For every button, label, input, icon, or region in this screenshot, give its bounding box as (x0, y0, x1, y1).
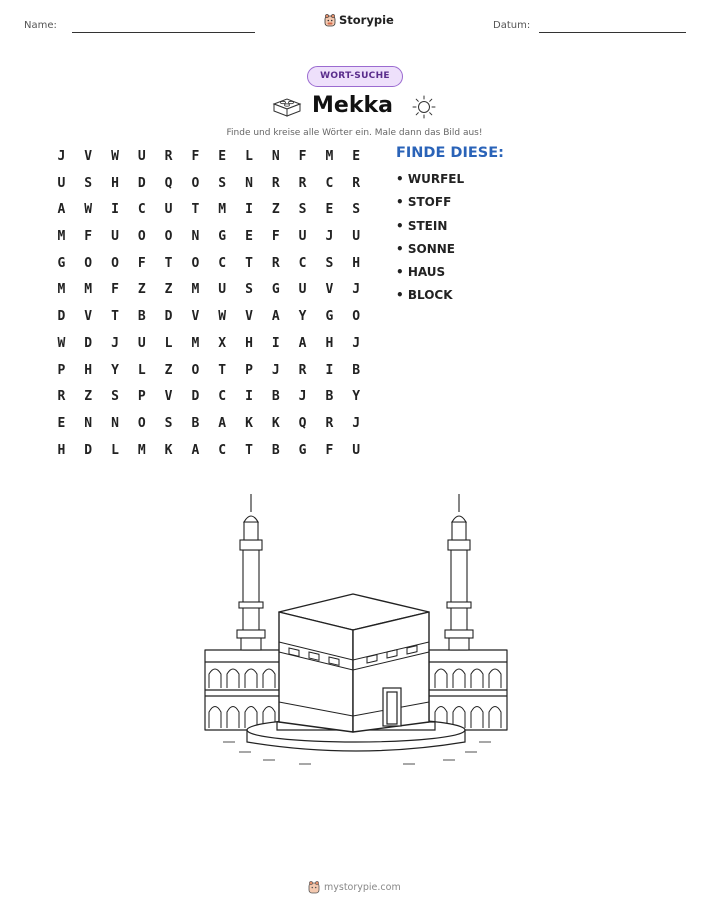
grid-letter[interactable]: Y (352, 389, 361, 405)
grid-letter[interactable]: S (245, 282, 253, 298)
grid-row (48, 177, 370, 204)
word-item: • BLOCK (396, 288, 453, 303)
grid-letter[interactable]: D (191, 389, 200, 405)
grid-letter[interactable]: U (164, 202, 173, 218)
grid-letter[interactable]: C (298, 255, 307, 271)
grid-row (48, 337, 370, 364)
grid-letter[interactable]: R (298, 362, 307, 378)
word-item: • WURFEL (396, 172, 465, 186)
grid-letter[interactable]: M (57, 229, 66, 245)
grid-letter[interactable]: D (84, 442, 93, 458)
grid-row (48, 257, 370, 284)
grid-letter[interactable]: L (111, 442, 119, 458)
grid-row (48, 417, 370, 444)
grid-letter[interactable]: H (352, 255, 361, 271)
grid-letter[interactable]: O (191, 255, 200, 271)
grid-row (48, 444, 370, 471)
grid-row (48, 364, 370, 391)
grid-letter[interactable]: J (352, 415, 361, 431)
grid-letter[interactable]: T (218, 362, 227, 378)
grid-letter[interactable]: B (191, 415, 200, 431)
grid-letter[interactable]: D (137, 175, 146, 191)
grid-letter[interactable]: O (84, 255, 93, 271)
grid-letter[interactable]: T (191, 202, 200, 218)
grid-letter[interactable]: I (245, 389, 253, 405)
grid-letter[interactable]: J (352, 335, 361, 351)
grid-letter[interactable]: S (84, 175, 93, 191)
grid-letter[interactable]: S (164, 415, 173, 431)
grid-letter[interactable]: E (352, 149, 361, 164)
word-item: • STEIN (396, 218, 448, 233)
date-line[interactable] (539, 32, 686, 33)
grid-row (48, 283, 370, 310)
grid-letter[interactable]: H (84, 362, 93, 378)
grid-letter[interactable]: R (298, 175, 307, 191)
grid-letter[interactable]: I (111, 202, 119, 218)
grid-letter[interactable]: J (111, 335, 119, 351)
grid-letter[interactable]: T (245, 255, 253, 271)
grid-letter[interactable]: H (111, 175, 119, 191)
grid-letter[interactable]: X (218, 335, 227, 351)
grid-letter[interactable]: A (218, 415, 227, 431)
grid-letter[interactable]: S (218, 175, 227, 191)
grid-letter[interactable]: Z (271, 202, 280, 218)
grid-row (48, 230, 370, 257)
grid-letter[interactable]: J (271, 362, 280, 378)
grid-letter[interactable]: B (137, 309, 146, 325)
grid-letter[interactable]: F (137, 255, 146, 271)
grid-letter[interactable]: P (137, 389, 146, 405)
grid-letter[interactable]: D (84, 335, 93, 351)
instructions: Finde und kreise alle Wörter ein. Male dann das Bild aus! (226, 128, 483, 138)
grid-letter[interactable]: Z (137, 282, 146, 298)
grid-letter[interactable]: M (191, 282, 200, 298)
grid-letter[interactable]: L (137, 362, 146, 378)
grid-letter[interactable]: Z (164, 282, 173, 298)
grid-row (48, 390, 370, 417)
grid-letter[interactable]: V (84, 149, 93, 164)
grid-letter[interactable]: O (137, 415, 146, 431)
brick-icon (271, 95, 303, 117)
grid-letter[interactable]: J (352, 282, 361, 298)
grid-letter[interactable]: I (245, 202, 253, 218)
grid-letter[interactable]: U (111, 229, 119, 245)
grid-letter[interactable]: Y (111, 362, 119, 378)
grid-letter[interactable]: U (298, 229, 307, 245)
grid-letter[interactable]: R (164, 149, 173, 164)
grid-letter[interactable]: B (271, 442, 280, 458)
grid-letter[interactable]: U (137, 149, 146, 164)
name-line[interactable] (72, 32, 255, 33)
word-list (396, 172, 464, 312)
grid-letter[interactable]: H (245, 335, 253, 351)
grid-row (48, 150, 370, 177)
grid-letter[interactable]: B (352, 362, 361, 378)
grid-letter[interactable]: W (218, 309, 227, 325)
grid-letter[interactable]: O (164, 229, 173, 245)
date-label: Datum: (493, 20, 531, 31)
grid-letter[interactable]: F (271, 229, 280, 245)
grid-letter[interactable]: O (137, 229, 146, 245)
grid-letter[interactable]: Z (84, 389, 93, 405)
storypie-logo-icon (324, 13, 336, 27)
sun-icon (411, 94, 437, 120)
grid-letter[interactable]: C (218, 255, 227, 271)
grid-letter[interactable]: E (245, 229, 253, 245)
grid-letter[interactable]: G (218, 229, 227, 245)
grid-letter[interactable]: N (271, 149, 280, 164)
grid-letter[interactable]: O (191, 175, 200, 191)
grid-letter[interactable]: F (111, 282, 119, 298)
grid-letter[interactable]: V (84, 309, 93, 325)
grid-letter[interactable]: U (352, 442, 361, 458)
grid-letter[interactable]: B (325, 389, 334, 405)
grid-row (48, 310, 370, 337)
grid-letter[interactable]: S (298, 202, 307, 218)
grid-letter[interactable]: K (271, 415, 280, 431)
grid-letter[interactable]: C (325, 175, 334, 191)
grid-letter[interactable]: N (191, 229, 200, 245)
grid-letter[interactable]: M (137, 442, 146, 458)
grid-letter[interactable]: C (218, 442, 227, 458)
grid-letter[interactable]: L (245, 149, 253, 164)
grid-letter[interactable]: C (137, 202, 146, 218)
grid-letter[interactable]: Z (164, 362, 173, 378)
grid-letter[interactable]: W (111, 149, 119, 164)
grid-row (48, 203, 370, 230)
grid-letter[interactable]: G (271, 282, 280, 298)
grid-letter[interactable]: A (271, 309, 280, 325)
grid-letter[interactable]: O (191, 362, 200, 378)
grid-letter[interactable]: I (325, 362, 334, 378)
grid-letter[interactable]: U (137, 335, 146, 351)
grid-letter[interactable]: V (191, 309, 200, 325)
grid-letter[interactable]: K (164, 442, 173, 458)
grid-letter[interactable]: B (271, 389, 280, 405)
storypie-logo-icon (308, 880, 320, 894)
grid-letter[interactable]: M (84, 282, 93, 298)
grid-letter[interactable]: A (298, 335, 307, 351)
grid-letter[interactable]: S (352, 202, 361, 218)
grid-letter[interactable]: D (57, 309, 66, 325)
grid-letter[interactable]: S (111, 389, 119, 405)
grid-letter[interactable]: M (57, 282, 66, 298)
grid-letter[interactable]: O (111, 255, 119, 271)
grid-letter[interactable]: Y (298, 309, 307, 325)
grid-letter[interactable]: Q (164, 175, 173, 191)
grid-letter[interactable]: P (245, 362, 253, 378)
grid-letter[interactable]: F (298, 149, 307, 164)
grid-letter[interactable]: H (57, 442, 66, 458)
grid-letter[interactable]: G (325, 309, 334, 325)
grid-letter[interactable]: T (111, 309, 119, 325)
grid-letter[interactable]: V (245, 309, 253, 325)
grid-letter[interactable]: T (245, 442, 253, 458)
kaaba-illustration (203, 490, 509, 772)
grid-letter[interactable]: G (298, 442, 307, 458)
grid-letter[interactable]: R (271, 255, 280, 271)
footer-url[interactable]: mystorypie.com (324, 881, 401, 893)
grid-letter[interactable]: R (271, 175, 280, 191)
word-search-badge: WORT-SUCHE (307, 66, 403, 87)
grid-letter[interactable]: M (218, 202, 227, 218)
grid-letter[interactable]: H (325, 335, 334, 351)
brand-name: Storypie (339, 13, 394, 27)
grid-letter[interactable]: G (57, 255, 66, 271)
grid-letter[interactable]: N (245, 175, 253, 191)
grid-letter[interactable]: F (191, 149, 200, 164)
word-list-title: FINDE DIESE: (396, 145, 504, 161)
grid-letter[interactable]: U (218, 282, 227, 298)
grid-letter[interactable]: T (164, 255, 173, 271)
grid-letter[interactable]: U (298, 282, 307, 298)
grid-letter[interactable]: J (57, 149, 66, 164)
grid-letter[interactable]: V (325, 282, 334, 298)
grid-letter[interactable]: I (271, 335, 280, 351)
grid-letter[interactable]: L (164, 335, 173, 351)
letter-grid (48, 150, 370, 470)
grid-letter[interactable]: D (164, 309, 173, 325)
grid-letter[interactable]: U (57, 175, 66, 191)
grid-letter[interactable]: A (57, 202, 66, 218)
page-title: Mekka (312, 93, 393, 118)
grid-letter[interactable]: R (325, 415, 334, 431)
word-item: • STOFF (396, 195, 452, 210)
grid-letter[interactable]: J (325, 229, 334, 245)
grid-letter[interactable]: E (325, 202, 334, 218)
brand (324, 13, 394, 27)
footer (308, 880, 401, 894)
grid-letter[interactable]: M (325, 149, 334, 164)
grid-letter[interactable]: O (352, 309, 361, 325)
grid-letter[interactable]: S (325, 255, 334, 271)
grid-letter[interactable]: E (57, 415, 66, 431)
grid-letter[interactable]: Q (298, 415, 307, 431)
name-label: Name: (24, 20, 57, 31)
grid-letter[interactable]: A (191, 442, 200, 458)
grid-letter[interactable]: R (352, 175, 361, 191)
grid-letter[interactable]: J (298, 389, 307, 405)
grid-letter[interactable]: N (84, 415, 93, 431)
grid-letter[interactable]: M (191, 335, 200, 351)
grid-letter[interactable]: N (111, 415, 119, 431)
grid-letter[interactable]: U (352, 229, 361, 245)
word-item: • HAUS (396, 265, 446, 280)
grid-letter[interactable]: W (57, 335, 66, 351)
grid-letter[interactable]: P (57, 362, 66, 378)
word-item: • SONNE (396, 241, 455, 256)
grid-letter[interactable]: R (57, 389, 66, 405)
grid-letter[interactable]: C (218, 389, 227, 405)
grid-letter[interactable]: E (218, 149, 227, 164)
grid-letter[interactable]: W (84, 202, 93, 218)
grid-letter[interactable]: F (84, 229, 93, 245)
grid-letter[interactable]: V (164, 389, 173, 405)
grid-letter[interactable]: K (245, 415, 253, 431)
grid-letter[interactable]: F (325, 442, 334, 458)
